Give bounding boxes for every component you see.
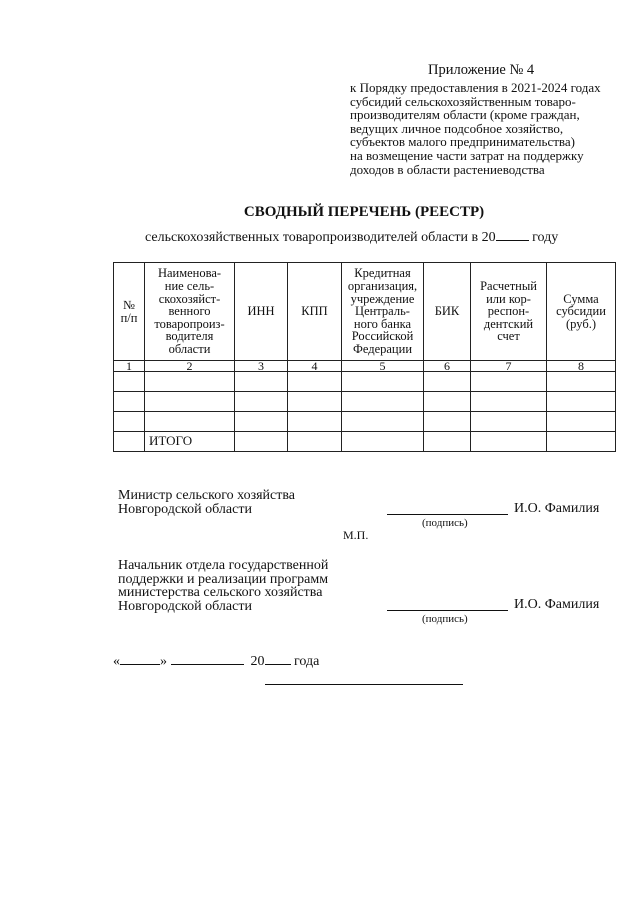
open-quote: « xyxy=(113,654,120,669)
appendix-line: ведущих личное подсобное хозяйство, xyxy=(350,120,564,136)
header-cell-name: Наименова- ние сель- скохозяйст- венного товаропроиз- водителя области xyxy=(145,263,235,361)
position-line: Новгородской области xyxy=(118,501,252,517)
column-number: 5 xyxy=(342,361,424,372)
date-suffix: года xyxy=(294,654,320,669)
table-cell[interactable] xyxy=(288,372,342,392)
table-cell[interactable] xyxy=(342,392,424,412)
table-cell[interactable] xyxy=(114,392,145,412)
head-name: И.О. Фамилия xyxy=(514,597,600,612)
position-line: поддержки и реализации программ xyxy=(118,571,329,587)
table-cell[interactable] xyxy=(235,432,288,452)
position-line: Новгородской области xyxy=(118,598,252,614)
head-signature-caption: (подпись) xyxy=(422,613,468,625)
table-cell[interactable] xyxy=(471,412,547,432)
table-cell[interactable] xyxy=(145,392,235,412)
table-header-row xyxy=(114,263,616,361)
date-line xyxy=(113,652,319,670)
table-cell[interactable] xyxy=(471,432,547,452)
table-cell[interactable] xyxy=(471,372,547,392)
column-number: 8 xyxy=(547,361,616,372)
subtitle-suffix: году xyxy=(532,230,559,245)
table-cell[interactable] xyxy=(547,392,616,412)
year-blank xyxy=(496,229,529,241)
appendix-line: к Порядку предоставления в 2021-2024 годах xyxy=(350,80,601,95)
table-cell[interactable] xyxy=(342,372,424,392)
column-number: 2 xyxy=(145,361,235,372)
position-line: министерства сельского хозяйства xyxy=(118,585,323,600)
table-cell[interactable] xyxy=(424,432,471,452)
table-cell[interactable] xyxy=(288,432,342,452)
table-cell[interactable] xyxy=(471,392,547,412)
column-number: 6 xyxy=(424,361,471,372)
registry-table xyxy=(113,262,616,452)
column-number: 7 xyxy=(471,361,547,372)
document-subtitle xyxy=(145,229,558,246)
table-cell[interactable] xyxy=(288,412,342,432)
year-blank[interactable] xyxy=(265,652,291,665)
appendix-title: Приложение № 4 xyxy=(428,62,535,78)
table-cell[interactable] xyxy=(288,392,342,412)
minister-name: И.О. Фамилия xyxy=(514,501,600,516)
table-cell[interactable] xyxy=(114,412,145,432)
header-cell-inn: ИНН xyxy=(235,263,288,361)
table-cell[interactable] xyxy=(342,432,424,452)
table-cell[interactable] xyxy=(547,432,616,452)
table-cell[interactable] xyxy=(235,392,288,412)
subtitle-text: сельскохозяйственных товаропроизводителей области в 20 xyxy=(145,230,496,245)
header-cell-number: № п/п xyxy=(114,263,145,361)
column-number: 1 xyxy=(114,361,145,372)
bottom-signature-line[interactable] xyxy=(265,684,463,685)
table-cell[interactable] xyxy=(424,372,471,392)
table-cell[interactable] xyxy=(114,432,145,452)
day-blank[interactable] xyxy=(120,652,160,665)
column-number: 4 xyxy=(288,361,342,372)
year-prefix: 20 xyxy=(250,654,265,669)
minister-position xyxy=(118,489,295,516)
header-cell-bik: БИК xyxy=(424,263,471,361)
appendix-line: субъектов малого предпринимательства) xyxy=(350,134,575,150)
header-cell-amount: Сумма субсидии (руб.) xyxy=(547,263,616,361)
position-line: Министр сельского хозяйства xyxy=(118,488,295,503)
table-row xyxy=(114,392,616,412)
appendix-line: субсидий сельскохозяйственным товаро- xyxy=(350,93,576,109)
table-cell[interactable] xyxy=(145,412,235,432)
table-cell[interactable] xyxy=(235,372,288,392)
table-cell[interactable] xyxy=(424,392,471,412)
appendix-line: доходов в области растениеводства xyxy=(350,161,545,177)
stamp-place: М.П. xyxy=(343,528,369,542)
table-cell[interactable] xyxy=(235,412,288,432)
document-title: СВОДНЫЙ ПЕРЕЧЕНЬ (РЕЕСТР) xyxy=(243,204,485,220)
total-row xyxy=(114,432,616,452)
month-blank[interactable] xyxy=(171,652,244,665)
table-row xyxy=(114,412,616,432)
appendix-line: на возмещение части затрат на поддержку xyxy=(350,147,584,163)
column-number: 3 xyxy=(235,361,288,372)
appendix-description xyxy=(350,81,620,176)
head-signature-line[interactable] xyxy=(387,610,508,611)
column-number-row xyxy=(114,361,616,372)
table-row xyxy=(114,372,616,392)
minister-signature-line[interactable] xyxy=(387,514,508,515)
header-cell-account: Расчетный или кор- респон- дентский счет xyxy=(471,263,547,361)
header-cell-bank: Кредитная организация, учреждение Централь- ного банка Российской Федерации xyxy=(342,263,424,361)
close-quote: » xyxy=(160,654,167,669)
head-position xyxy=(118,559,328,613)
table-cell[interactable] xyxy=(114,372,145,392)
minister-signature-caption: (подпись) xyxy=(422,517,468,529)
table-cell[interactable] xyxy=(547,372,616,392)
header-cell-kpp: КПП xyxy=(288,263,342,361)
table-cell[interactable] xyxy=(424,412,471,432)
position-line: Начальник отдела государственной xyxy=(118,558,329,573)
table-cell[interactable] xyxy=(547,412,616,432)
appendix-line: производителям области (кроме граждан, xyxy=(350,107,580,123)
total-label: ИТОГО xyxy=(145,432,235,452)
table-cell[interactable] xyxy=(145,372,235,392)
table-cell[interactable] xyxy=(342,412,424,432)
